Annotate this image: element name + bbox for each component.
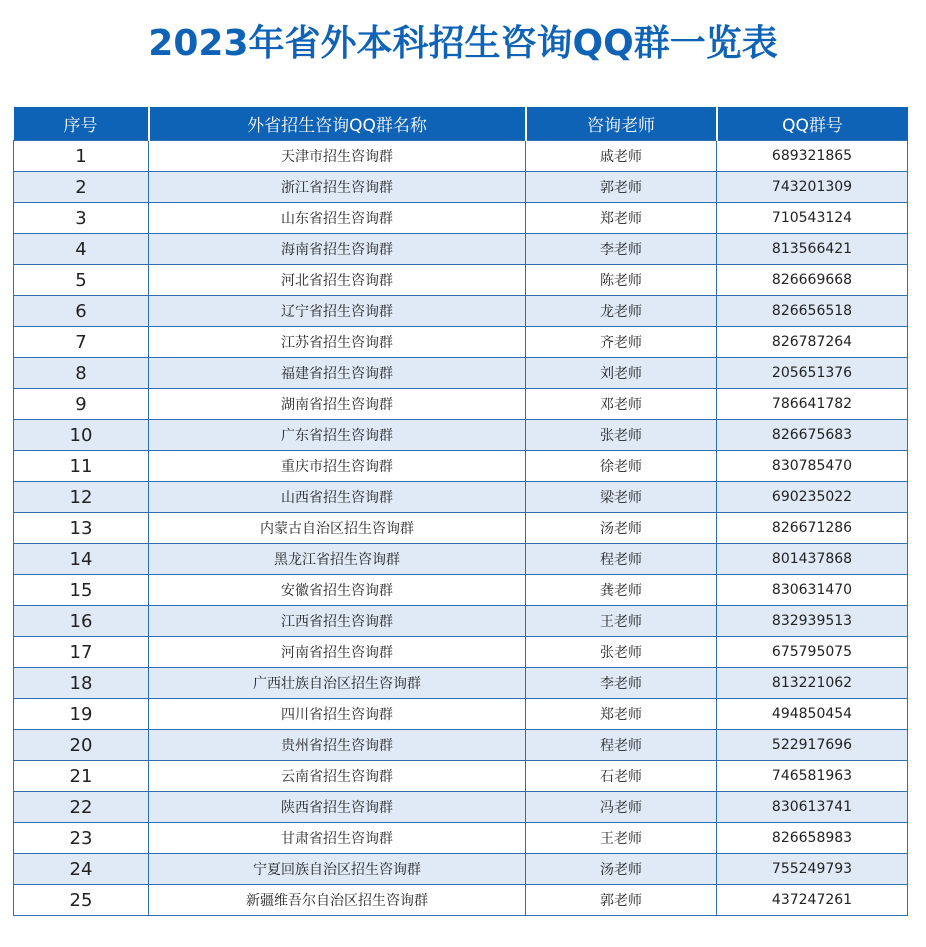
row-teacher: 李老师 [526, 234, 717, 265]
row-teacher: 石老师 [526, 761, 717, 792]
row-group-name: 甘肃省招生咨询群 [149, 823, 526, 854]
row-qq-number: 826675683 [717, 420, 908, 451]
row-qq-number: 437247261 [717, 885, 908, 916]
row-index: 24 [14, 854, 149, 885]
row-teacher: 汤老师 [526, 513, 717, 544]
row-group-name: 贵州省招生咨询群 [149, 730, 526, 761]
row-index: 18 [14, 668, 149, 699]
table-row [14, 420, 908, 451]
row-group-name: 河南省招生咨询群 [149, 637, 526, 668]
table-row [14, 606, 908, 637]
row-teacher: 齐老师 [526, 327, 717, 358]
row-qq-number: 826787264 [717, 327, 908, 358]
row-index: 15 [14, 575, 149, 606]
table-row [14, 730, 908, 761]
qq-group-table [13, 107, 908, 916]
table-row [14, 668, 908, 699]
row-group-name: 浙江省招生咨询群 [149, 172, 526, 203]
row-group-name: 云南省招生咨询群 [149, 761, 526, 792]
row-group-name: 安徽省招生咨询群 [149, 575, 526, 606]
row-teacher: 梁老师 [526, 482, 717, 513]
table-row [14, 203, 908, 234]
row-group-name: 内蒙古自治区招生咨询群 [149, 513, 526, 544]
table-row [14, 296, 908, 327]
table-row [14, 544, 908, 575]
row-group-name: 河北省招生咨询群 [149, 265, 526, 296]
row-index: 4 [14, 234, 149, 265]
row-teacher: 冯老师 [526, 792, 717, 823]
table-row [14, 265, 908, 296]
row-qq-number: 710543124 [717, 203, 908, 234]
row-teacher: 张老师 [526, 420, 717, 451]
row-teacher: 郑老师 [526, 699, 717, 730]
row-qq-number: 755249793 [717, 854, 908, 885]
row-qq-number: 801437868 [717, 544, 908, 575]
row-qq-number: 813566421 [717, 234, 908, 265]
table-row [14, 234, 908, 265]
row-index: 21 [14, 761, 149, 792]
table-row [14, 482, 908, 513]
row-teacher: 邓老师 [526, 389, 717, 420]
row-group-name: 江西省招生咨询群 [149, 606, 526, 637]
row-qq-number: 786641782 [717, 389, 908, 420]
row-group-name: 陕西省招生咨询群 [149, 792, 526, 823]
row-index: 20 [14, 730, 149, 761]
row-index: 3 [14, 203, 149, 234]
row-index: 10 [14, 420, 149, 451]
row-qq-number: 832939513 [717, 606, 908, 637]
row-index: 16 [14, 606, 149, 637]
row-qq-number: 826658983 [717, 823, 908, 854]
page-title: 2023年省外本科招生咨询QQ群一览表 [148, 23, 778, 64]
row-group-name: 湖南省招生咨询群 [149, 389, 526, 420]
row-qq-number: 522917696 [717, 730, 908, 761]
row-qq-number: 494850454 [717, 699, 908, 730]
header-teacher: 咨询老师 [526, 107, 717, 141]
row-teacher: 陈老师 [526, 265, 717, 296]
row-group-name: 山西省招生咨询群 [149, 482, 526, 513]
row-group-name: 辽宁省招生咨询群 [149, 296, 526, 327]
row-teacher: 刘老师 [526, 358, 717, 389]
row-index: 5 [14, 265, 149, 296]
row-qq-number: 830613741 [717, 792, 908, 823]
row-group-name: 广西壮族自治区招生咨询群 [149, 668, 526, 699]
row-teacher: 龚老师 [526, 575, 717, 606]
row-index: 23 [14, 823, 149, 854]
row-qq-number: 826656518 [717, 296, 908, 327]
row-teacher: 程老师 [526, 730, 717, 761]
row-index: 13 [14, 513, 149, 544]
row-index: 12 [14, 482, 149, 513]
table-row [14, 172, 908, 203]
header-qq-number: QQ群号 [717, 107, 908, 141]
row-group-name: 黑龙江省招生咨询群 [149, 544, 526, 575]
row-teacher: 徐老师 [526, 451, 717, 482]
row-qq-number: 205651376 [717, 358, 908, 389]
row-teacher: 戚老师 [526, 141, 717, 172]
row-index: 7 [14, 327, 149, 358]
row-qq-number: 826669668 [717, 265, 908, 296]
table-row [14, 637, 908, 668]
table-row [14, 761, 908, 792]
row-group-name: 海南省招生咨询群 [149, 234, 526, 265]
table-row [14, 885, 908, 916]
row-group-name: 宁夏回族自治区招生咨询群 [149, 854, 526, 885]
row-qq-number: 826671286 [717, 513, 908, 544]
row-qq-number: 690235022 [717, 482, 908, 513]
table-row [14, 823, 908, 854]
row-index: 19 [14, 699, 149, 730]
row-teacher: 李老师 [526, 668, 717, 699]
row-qq-number: 743201309 [717, 172, 908, 203]
table-body [14, 141, 908, 916]
row-qq-number: 746581963 [717, 761, 908, 792]
row-teacher: 程老师 [526, 544, 717, 575]
row-index: 25 [14, 885, 149, 916]
table-row [14, 389, 908, 420]
table-row [14, 699, 908, 730]
header-index: 序号 [14, 107, 149, 141]
table-row [14, 792, 908, 823]
table-row [14, 513, 908, 544]
row-group-name: 天津市招生咨询群 [149, 141, 526, 172]
row-group-name: 福建省招生咨询群 [149, 358, 526, 389]
row-teacher: 汤老师 [526, 854, 717, 885]
row-index: 11 [14, 451, 149, 482]
row-group-name: 广东省招生咨询群 [149, 420, 526, 451]
header-group-name: 外省招生咨询QQ群名称 [149, 107, 526, 141]
row-teacher: 郭老师 [526, 885, 717, 916]
row-qq-number: 830631470 [717, 575, 908, 606]
row-teacher: 龙老师 [526, 296, 717, 327]
row-teacher: 郭老师 [526, 172, 717, 203]
row-qq-number: 689321865 [717, 141, 908, 172]
table-row [14, 358, 908, 389]
row-index: 17 [14, 637, 149, 668]
row-qq-number: 830785470 [717, 451, 908, 482]
row-index: 6 [14, 296, 149, 327]
row-group-name: 山东省招生咨询群 [149, 203, 526, 234]
table-row [14, 575, 908, 606]
table-row [14, 327, 908, 358]
row-index: 1 [14, 141, 149, 172]
row-qq-number: 675795075 [717, 637, 908, 668]
row-index: 9 [14, 389, 149, 420]
row-teacher: 郑老师 [526, 203, 717, 234]
row-teacher: 王老师 [526, 823, 717, 854]
row-teacher: 王老师 [526, 606, 717, 637]
row-index: 8 [14, 358, 149, 389]
table-header-row [14, 107, 908, 141]
row-index: 2 [14, 172, 149, 203]
table-row [14, 451, 908, 482]
row-qq-number: 813221062 [717, 668, 908, 699]
row-teacher: 张老师 [526, 637, 717, 668]
row-group-name: 江苏省招生咨询群 [149, 327, 526, 358]
table-row [14, 854, 908, 885]
row-group-name: 新疆维吾尔自治区招生咨询群 [149, 885, 526, 916]
row-group-name: 重庆市招生咨询群 [149, 451, 526, 482]
row-group-name: 四川省招生咨询群 [149, 699, 526, 730]
row-index: 14 [14, 544, 149, 575]
row-index: 22 [14, 792, 149, 823]
table-row [14, 141, 908, 172]
